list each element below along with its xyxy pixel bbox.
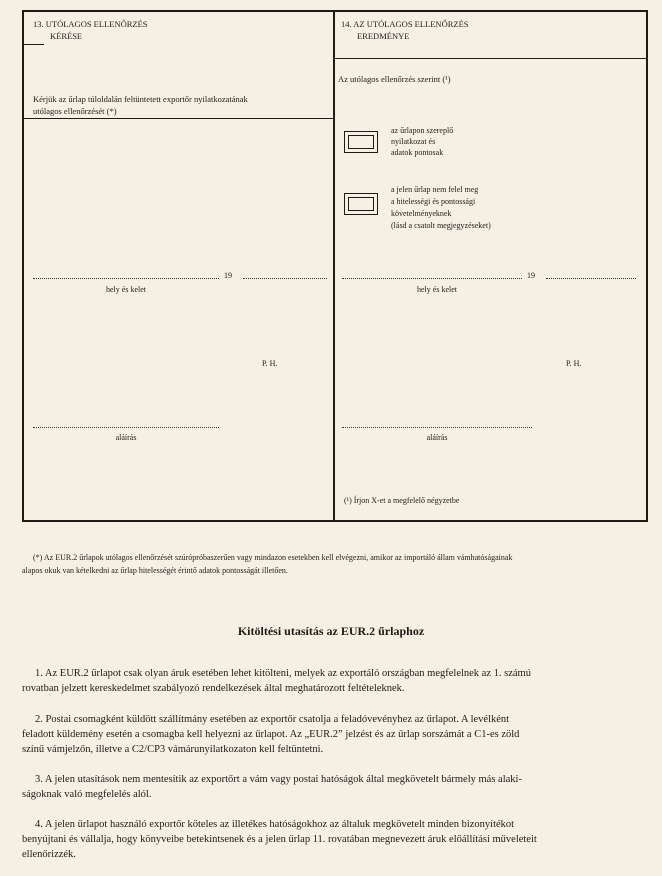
box14-title-line2: EREDMÉNYE — [357, 31, 410, 41]
footnote-line2: alapos okuk van kételkedni az űrlap hitelességét érintő adatok pontosságát illetően. — [22, 566, 288, 575]
box14-intro: Az utólagos ellenőrzés szerint (¹) — [338, 74, 451, 84]
checkbox-not-compliant[interactable] — [344, 193, 378, 215]
instruction-4-line1: 4. A jelen űrlapot használó exportőr köteles az illetékes hatóságokhoz az általuk megkövetelt minden bizonyítékot — [35, 819, 515, 830]
option1-line1: az űrlapon szereplő — [391, 126, 454, 135]
option1-line2: nyilatkozat és — [391, 137, 436, 146]
instruction-2-line2: feladott küldemény esetén a csomagba kell helyezni az űrlapot. Az „EUR.2” jelzést és az űrlap sorszámát a C1-es zöld — [22, 729, 520, 740]
option2-line2: a hitelességi és pontossági — [391, 197, 476, 206]
option2-line3: követelményeknek — [391, 209, 452, 218]
box13-stamp: P. H. — [262, 359, 278, 368]
box13-title-line1: 13. UTÓLAGOS ELLENŐRZÉS — [33, 19, 148, 29]
instruction-2-line3: színű vámjelzőn, illetve a C2/CP3 vámárunyilatkozaton kell feltüntetni. — [22, 744, 324, 755]
box14-signature-line — [342, 427, 532, 428]
box14-title-divider — [335, 58, 646, 59]
instruction-4-line2: benyújtani és vállalja, hogy könyveibe betekintsenek és a jelen űrlap 11. rovatában megnevezett áruk előállítási műveleteit — [22, 834, 537, 845]
box13-place-date-label: hely és kelet — [106, 285, 146, 294]
box14-year-prefix: 19 — [527, 271, 535, 280]
box14-stamp: P. H. — [566, 359, 582, 368]
box13-signature-line — [33, 427, 219, 428]
instruction-1-line2: rovatban jelzett kereskedelmet szabályozó rendelkezések által meghatározott feltételeknek. — [22, 683, 405, 694]
instruction-4-line3: ellenőrizzék. — [22, 849, 76, 860]
box14-year-line — [546, 278, 636, 279]
form-frame — [22, 10, 648, 522]
option2-line1: a jelen űrlap nem felel meg — [391, 185, 479, 194]
instructions-heading: Kitöltési utasítás az EUR.2 űrlaphoz — [237, 624, 425, 638]
box13-year-line — [243, 278, 327, 279]
box13-year-prefix: 19 — [224, 271, 232, 280]
box14-footnote: (¹) Írjon X-et a megfelelő négyzetbe — [344, 496, 460, 505]
column-divider — [333, 10, 335, 522]
box14-place-date-line — [342, 278, 522, 279]
instruction-1-line1: 1. Az EUR.2 űrlapot csak olyan áruk esetében lehet kitölteni, melyek az exportáló országban megfelelnek az 1. számú — [35, 668, 531, 679]
option1-line3: adatok pontosak — [391, 148, 444, 157]
box13-signature-label: aláírás — [115, 433, 137, 442]
checkbox-data-accurate[interactable] — [344, 131, 378, 153]
box14-place-date-label: hely és kelet — [417, 285, 457, 294]
box13-request-line2: utólagos ellenőrzését (*) — [33, 106, 117, 116]
box14-title-line1: 14. AZ UTÓLAGOS ELLENŐRZÉS — [341, 19, 469, 29]
option2-line4: (lásd a csatolt megjegyzéseket) — [391, 221, 491, 230]
box13-request-line1: Kérjük az űrlap túloldalán feltüntetett exportőr nyilatkozatának — [33, 94, 248, 104]
instruction-3-line2: ságoknak való megfelelés alól. — [22, 789, 152, 800]
box13-title-line2: KÉRÉSE — [50, 31, 83, 41]
instruction-3-line1: 3. A jelen utasítások nem mentesítik az exportőrt a vám vagy postai hatóságok által megkövetelt bármely más alaki- — [35, 774, 522, 785]
box13-request-divider — [24, 118, 334, 119]
footnote-line1: (*) Az EUR.2 űrlapok utólagos ellenőrzését szúrópróbaszerűen vagy mindazon esetekben kell elvégezni, amikor az importáló állam vámhatóságainak — [33, 553, 513, 562]
box13-place-date-line — [33, 278, 219, 279]
box14-signature-label: aláírás — [426, 433, 448, 442]
box13-title-tick — [24, 44, 44, 45]
instruction-2-line1: 2. Postai csomagként küldött szállítmány esetében az exportőr csatolja a feladóvevényhez az űrlapot. A levélként — [35, 714, 510, 725]
